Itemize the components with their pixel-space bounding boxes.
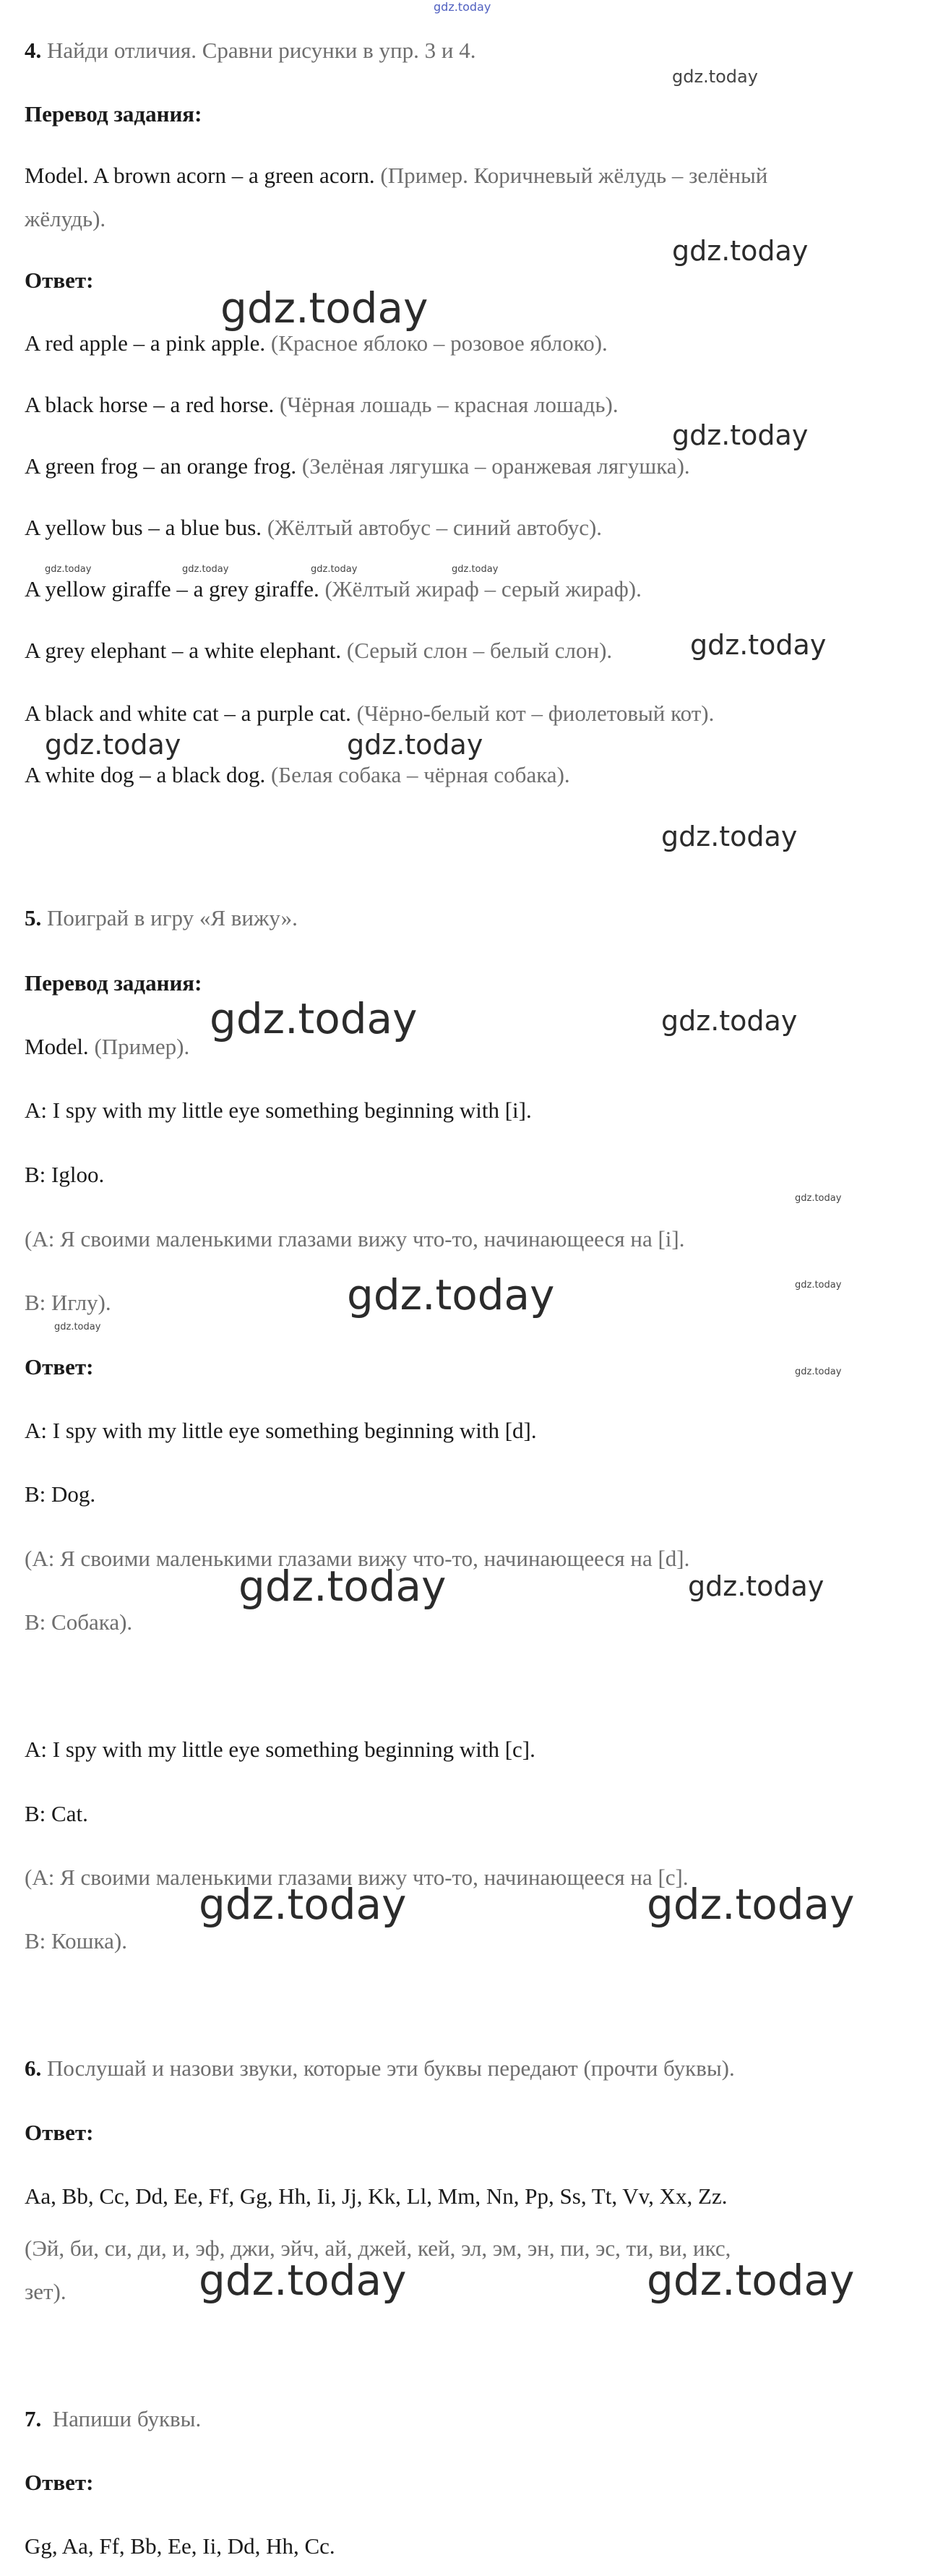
watermark: gdz.today [672,235,809,267]
answer-ru: (Чёрная лошадь – красная лошадь). [279,392,619,417]
exercise-7-task [25,2405,201,2434]
model-en: Model. A brown acorn – a green acorn. [25,163,375,188]
dialog-translation: (А: Я своими маленькими глазами вижу что-то, начинающееся на [d]. [25,1546,690,1571]
watermark: gdz.today [220,283,429,333]
task-text: Поиграй в игру «Я вижу». [47,905,298,930]
watermark: gdz.today [182,564,229,575]
model-line [25,1032,189,1061]
letters-reading: (Эй, би, си, ди, и, эф, джи, эйч, ай, джей, кей, эл, эм, эн, пи, эс, ти, ви, икс, [25,2235,731,2261]
watermark: gdz.today [647,2256,855,2305]
watermark: gdz.today [661,1005,798,1037]
letters-line: Aa, Bb, Cc, Dd, Ee, Ff, Gg, Hh, Ii, Jj, Kk, Ll, Mm, Nn, Pp, Ss, Tt, Vv, Xx, Zz. [25,2183,728,2209]
model-ru-cont: жёлудь). [25,206,106,231]
answer-en: A grey elephant – a white elephant. [25,638,342,663]
answer-line [25,452,690,481]
exercise-number: 5. [25,905,42,930]
task-text: Послушай и назови звуки, которые эти буквы передают (прочти буквы). [47,2055,735,2081]
answer-header: Ответ: [25,1354,94,1379]
exercise-4-task [25,36,475,65]
answer-header: Ответ: [25,2120,94,2145]
dialog-a: A: I spy with my little eye something beginning with [d]. [25,1418,537,1443]
letters-reading-cont: зет). [25,2279,66,2304]
model-en: Model. [25,1034,89,1059]
dialog-b: B: Dog. [25,1481,96,1507]
answer-en: A yellow giraffe – a grey giraffe. [25,576,319,602]
answer-en: A white dog – a black dog. [25,762,266,787]
watermark: gdz.today [199,2256,407,2305]
answer-line [25,761,570,790]
answer-ru: (Зелёная лягушка – оранжевая лягушка). [301,453,690,479]
watermark: gdz.today [347,1270,555,1319]
watermark: gdz.today [45,564,92,575]
exercise-number: 4. [25,38,42,63]
watermark: gdz.today [199,1880,407,1929]
letters-line: Gg, Aa, Ff, Bb, Ee, Ii, Dd, Hh, Cc. [25,2533,335,2559]
translation-header: Перевод задания: [25,101,202,127]
watermark: gdz.today [238,1562,447,1611]
model-ru: (Пример). [94,1034,190,1059]
watermark: gdz.today [434,0,491,14]
watermark: gdz.today [795,1366,842,1377]
answer-en: A black and white cat – a purple cat. [25,701,351,726]
watermark: gdz.today [795,1193,842,1204]
task-text: Найди отличия. Сравни рисунки в упр. 3 и 4. [47,38,476,63]
answer-header: Ответ: [25,268,94,293]
answer-line [25,390,619,419]
exercise-number: 6. [25,2055,42,2081]
watermark: gdz.today [45,729,181,761]
answer-ru: (Красное яблоко – розовое яблоко). [270,330,608,356]
model-a: A: I spy with my little eye something beginning with [i]. [25,1097,532,1123]
answer-line [25,699,714,728]
watermark: gdz.today [647,1880,855,1929]
answer-line [25,636,612,665]
watermark: gdz.today [672,67,758,87]
answer-line [25,513,602,542]
model-ru: (Пример. Коричневый жёлудь – зелёный [380,163,768,188]
task-text: Напиши буквы. [52,2406,202,2431]
exercise-number: 7. [25,2406,42,2431]
exercise-5-task [25,904,298,933]
model-b: B: Igloo. [25,1162,105,1187]
model-translation: (А: Я своими маленькими глазами вижу что-то, начинающееся на [i]. [25,1226,685,1251]
answer-header: Ответ: [25,2470,94,2495]
watermark: gdz.today [672,419,809,451]
watermark: gdz.today [688,1570,824,1602]
dialog-translation-cont: В: Кошка). [25,1928,127,1954]
answer-en: A green frog – an orange frog. [25,453,297,479]
watermark: gdz.today [690,629,827,661]
answer-ru: (Белая собака – чёрная собака). [270,762,570,787]
watermark: gdz.today [452,564,499,575]
answer-line [25,329,608,358]
dialog-translation-cont: В: Собака). [25,1609,133,1635]
watermark: gdz.today [661,821,798,852]
answer-ru: (Жёлтый жираф – серый жираф). [324,576,642,602]
model-translation-cont: В: Иглу). [25,1290,111,1315]
watermark: gdz.today [795,1280,842,1291]
answer-en: A yellow bus – a blue bus. [25,515,262,540]
answer-ru: (Жёлтый автобус – синий автобус). [267,515,603,540]
dialog-a: A: I spy with my little eye something beginning with [c]. [25,1737,535,1762]
answer-en: A red apple – a pink apple. [25,330,266,356]
watermark: gdz.today [311,564,358,575]
watermark: gdz.today [347,729,483,761]
model-line [25,161,767,190]
answer-ru: (Серый слон – белый слон). [346,638,613,663]
answer-en: A black horse – a red horse. [25,392,275,417]
exercise-6-task [25,2054,735,2083]
translation-header: Перевод задания: [25,970,202,996]
dialog-translation: (А: Я своими маленькими глазами вижу что-то, начинающееся на [c]. [25,1865,689,1890]
watermark: gdz.today [54,1322,101,1332]
answer-ru: (Чёрно-белый кот – фиолетовый кот). [356,701,715,726]
dialog-b: B: Cat. [25,1801,88,1826]
watermark: gdz.today [210,994,418,1043]
answer-line [25,575,642,604]
